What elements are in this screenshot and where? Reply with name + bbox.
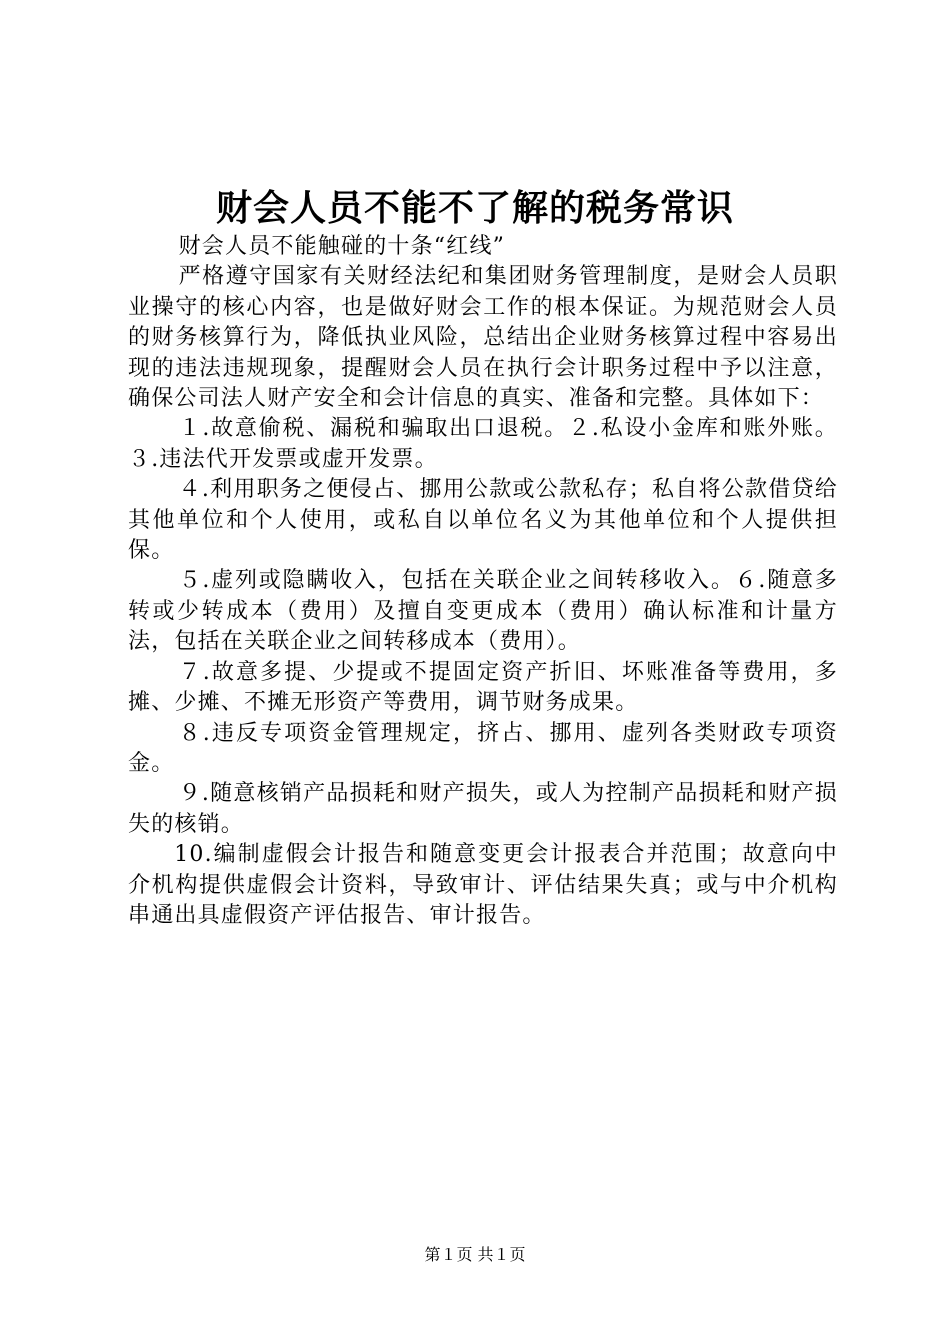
document-title: 财会人员不能不了解的税务常识 bbox=[215, 188, 734, 229]
item-paragraph-7: ７.故意多提、少提或不提固定资产折旧、坏账准备等费用，多摊、少摊、不摊无形资产等费用，调节财务成果。 bbox=[128, 659, 838, 716]
document-body bbox=[128, 232, 838, 931]
item-paragraph-8: ８.违反专项资金管理规定，挤占、挪用、虚列各类财政专项资金。 bbox=[128, 720, 838, 776]
item-paragraph-4: ４.利用职务之便侵占、挪用公款或公款私存；私自将公款借贷给其他单位和个人使用，或私自以单位名义为其他单位和个人提供担保。 bbox=[128, 477, 838, 564]
item-paragraph-9: ９.随意核销产品损耗和财产损失，或人为控制产品损耗和财产损失的核销。 bbox=[128, 781, 838, 837]
page-footer: 第１页 共１页 bbox=[424, 1245, 526, 1264]
item-paragraph-10: 10.编制虚假会计报告和随意变更会计报表合并范围；故意向中介机构提供虚假会计资料，导致审计、评估结果失真；或与中介机构串通出具虚假资产评估报告、审计报告。 bbox=[128, 842, 838, 928]
item-paragraph-5: ５.虚列或隐瞒收入，包括在关联企业之间转移收入。６.随意多转或少转成本（费用）及擅自变更成本（费用）确认标准和计量方法，包括在关联企业之间转移成本（费用）。 bbox=[128, 568, 838, 655]
subtitle-paragraph: 财会人员不能触碰的十条“红线” bbox=[178, 234, 506, 259]
intro-paragraph: 严格遵守国家有关财经法纪和集团财务管理制度，是财会人员职业操守的核心内容，也是做好财会工作的根本保证。为规范财会人员的财务核算行为，降低执业风险，总结出企业财务核算过程中容易出现的违法违规现象，提醒财会人员在执行会计职务过程中予以注意，确保公司法人财产安全和会计信息的真实、准备和完整。具体如下： bbox=[128, 264, 838, 412]
item-paragraph-1: １.故意偷税、漏税和骗取出口退税。２.私设小金库和账外账。３.违法代开发票或虚开发票。 bbox=[128, 416, 838, 472]
